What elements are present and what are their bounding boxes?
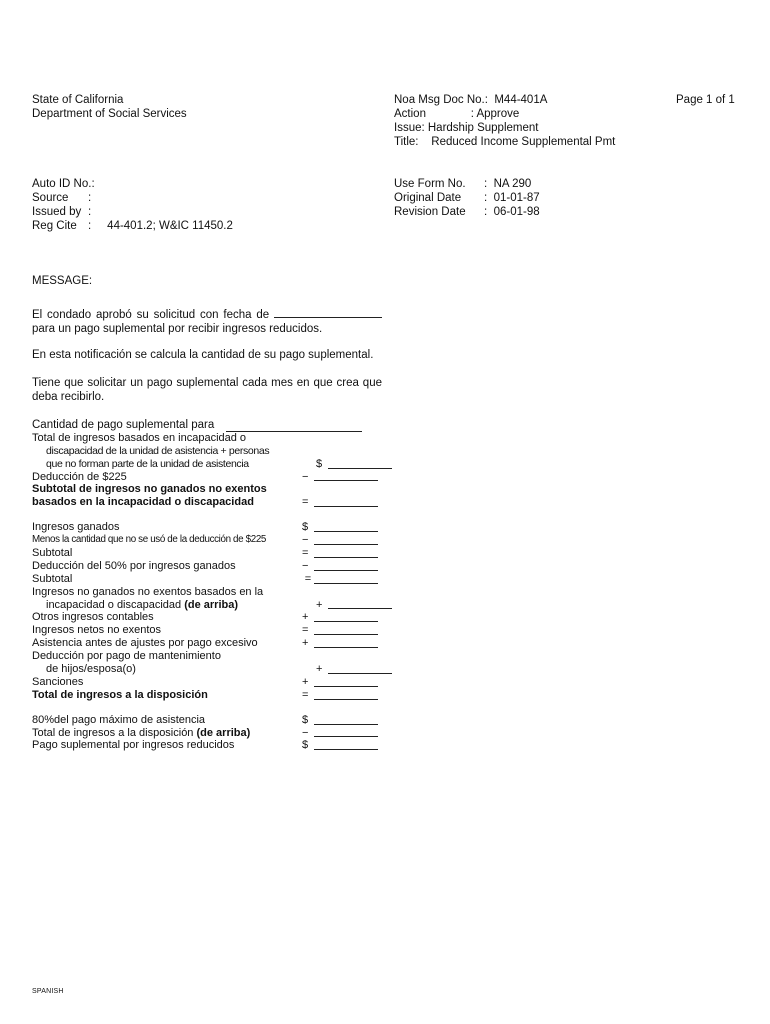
calc-label-ref: (de arriba) <box>196 726 251 739</box>
month-blank <box>226 421 362 432</box>
calc-symbol: + <box>316 598 323 611</box>
agency-block <box>32 93 187 121</box>
meta-left-block <box>32 177 233 233</box>
amount-blank <box>314 689 378 700</box>
meta-value: : <box>88 206 92 218</box>
amount-blank <box>314 573 378 584</box>
message-label: MESSAGE: <box>32 275 93 287</box>
amount-blank <box>314 547 378 558</box>
page-number: Page 1 of 1 <box>676 94 735 106</box>
calculation-paragraph: En esta notificación se calcula la cantidad de su pago suplemental. <box>32 349 374 361</box>
calc-row <box>32 689 382 702</box>
calc-label: Ingresos netos no exentos <box>32 624 162 637</box>
calc-label: Ingresos no ganados no exentos basados en la <box>32 585 264 598</box>
calc-row <box>32 496 382 509</box>
meta-row <box>32 205 233 219</box>
calc-label: Menos la cantidad que no se usó de la deducción de $225 <box>32 534 267 546</box>
calc-row <box>32 534 382 547</box>
amount-blank <box>314 624 378 635</box>
calc-label: de hijos/esposa(o) <box>46 663 136 676</box>
amount-blank <box>314 496 378 507</box>
calc-row <box>32 521 382 534</box>
calc-row <box>32 739 382 752</box>
department-name: Department of Social Services <box>32 108 187 120</box>
meta-key: Original Date <box>394 192 462 204</box>
calc-symbol: $ <box>302 739 309 752</box>
amount-blank <box>314 637 378 648</box>
meta-row <box>32 177 233 191</box>
title-line: Title: Reduced Income Supplemental Pmt <box>394 136 616 148</box>
calc-row <box>32 676 382 689</box>
calc-symbol: = <box>302 624 309 637</box>
calc-label: Otros ingresos contables <box>32 611 154 624</box>
noa-msg-doc-no: Noa Msg Doc No.: M44-401A <box>394 94 548 106</box>
calc-label: discapacidad de la unidad de asistencia + personas <box>46 444 270 457</box>
calc-row <box>32 432 382 445</box>
calc-row <box>32 560 382 573</box>
calc-label-text: Total de ingresos a la disposición <box>32 726 197 739</box>
approval-text-start: El condado aprobó su solicitud con fecha de <box>32 309 274 321</box>
meta-value: : 44-401.2; W&IC 11450.2 <box>88 220 233 232</box>
meta-row <box>394 191 540 205</box>
amount-blank <box>314 714 378 725</box>
calc-row <box>32 471 382 484</box>
calc-row <box>32 599 382 612</box>
calc-row <box>32 573 382 586</box>
calc-row <box>32 714 382 727</box>
calc-symbol: − <box>302 726 309 739</box>
calc-label: Asistencia antes de ajustes por pago excesivo <box>32 637 258 650</box>
meta-row <box>32 219 233 233</box>
amount-blank <box>314 611 378 622</box>
calc-row <box>32 650 382 663</box>
amount-blank <box>314 676 378 687</box>
calc-symbol: = <box>302 547 309 559</box>
calc-symbol: + <box>302 637 309 650</box>
calc-symbol: $ <box>302 521 309 534</box>
amount-blank <box>328 663 392 674</box>
calc-label: Total de ingresos basados en incapacidad o <box>32 431 247 444</box>
calc-symbol: = <box>302 688 309 701</box>
calc-symbol: − <box>302 470 309 483</box>
calc-label: Subtotal de ingresos no ganados no exentos <box>32 483 267 496</box>
request-paragraph: Tiene que solicitar un pago suplemental cada mes en que crea que deba recibirlo. <box>32 377 382 403</box>
calc-label: Total de ingresos a la disposición <box>32 688 208 701</box>
calc-label <box>32 599 316 612</box>
calc-label: Ingresos ganados <box>32 521 120 534</box>
calc-label <box>32 727 302 740</box>
calc-row <box>32 586 382 599</box>
issue-line: Issue: Hardship Supplement <box>394 122 539 134</box>
approval-paragraph <box>32 307 382 336</box>
meta-right-block <box>394 177 540 219</box>
calc-row <box>32 637 382 650</box>
amount-blank <box>314 521 378 532</box>
amount-blank <box>314 726 378 737</box>
calc-row <box>32 458 382 471</box>
calculation-table <box>32 419 382 752</box>
calc-symbol: + <box>316 663 323 676</box>
state-name: State of California <box>32 94 124 106</box>
calc-row <box>32 611 382 624</box>
calc-symbol: $ <box>316 457 323 470</box>
calc-symbol: = <box>302 496 309 509</box>
calc-symbol: − <box>302 559 309 572</box>
meta-value: : 06-01-98 <box>484 206 540 218</box>
calc-symbol: − <box>302 534 309 547</box>
doc-info-block <box>394 93 615 149</box>
calc-label: Pago suplemental por ingresos reducidos <box>32 739 235 752</box>
amount-blank <box>314 534 378 545</box>
calc-label: 80%del pago máximo de asistencia <box>32 713 206 726</box>
calc-symbol: + <box>302 675 309 688</box>
meta-value: : 01-01-87 <box>484 192 540 204</box>
calc-label: Sanciones <box>32 675 84 688</box>
meta-row <box>32 191 233 205</box>
calc-symbol: $ <box>302 713 309 726</box>
calc-row <box>32 445 382 458</box>
approval-text-end: para un pago suplemental por recibir ingresos reducidos. <box>32 323 323 335</box>
amount-blank <box>314 739 378 750</box>
calc-label: Deducción de $225 <box>32 470 127 483</box>
calc-row <box>32 663 382 676</box>
language-footer: SPANISH <box>32 988 64 995</box>
meta-key: Use Form No. <box>394 178 466 190</box>
calc-symbol: + <box>302 611 309 624</box>
action-line: Action : Approve <box>394 108 520 120</box>
calc-label-ref: (de arriba) <box>184 598 239 611</box>
calc-label: Subtotal <box>32 572 73 585</box>
meta-row <box>394 205 540 219</box>
cantidad-label: Cantidad de pago suplemental para <box>32 418 215 431</box>
calc-row <box>32 624 382 637</box>
calc-row <box>32 483 382 496</box>
meta-key: Issued by <box>32 206 82 218</box>
meta-key: Auto ID No.: <box>32 178 95 190</box>
amount-blank <box>314 560 378 571</box>
date-blank <box>274 307 382 318</box>
amount-blank <box>328 458 392 469</box>
calc-label: basados en la incapacidad o discapacidad <box>32 496 254 509</box>
calc-label: Deducción del 50% por ingresos ganados <box>32 559 236 572</box>
calc-label-text: incapacidad o discapacidad <box>46 598 185 611</box>
calc-symbol: = <box>304 572 312 585</box>
meta-value: : NA 290 <box>484 178 532 190</box>
calc-label: Subtotal <box>32 547 73 559</box>
calc-label: que no forman parte de la unidad de asistencia <box>46 457 249 470</box>
meta-key: Reg Cite <box>32 220 77 232</box>
meta-key: Revision Date <box>394 206 466 218</box>
meta-key: Source <box>32 192 69 204</box>
calc-label: Deducción por pago de mantenimiento <box>32 650 221 663</box>
calc-row <box>32 547 382 560</box>
amount-blank <box>328 598 392 609</box>
calc-row <box>32 419 382 432</box>
meta-row <box>394 177 540 191</box>
amount-blank <box>314 470 378 481</box>
meta-value: : <box>88 192 92 204</box>
calc-row <box>32 727 382 740</box>
